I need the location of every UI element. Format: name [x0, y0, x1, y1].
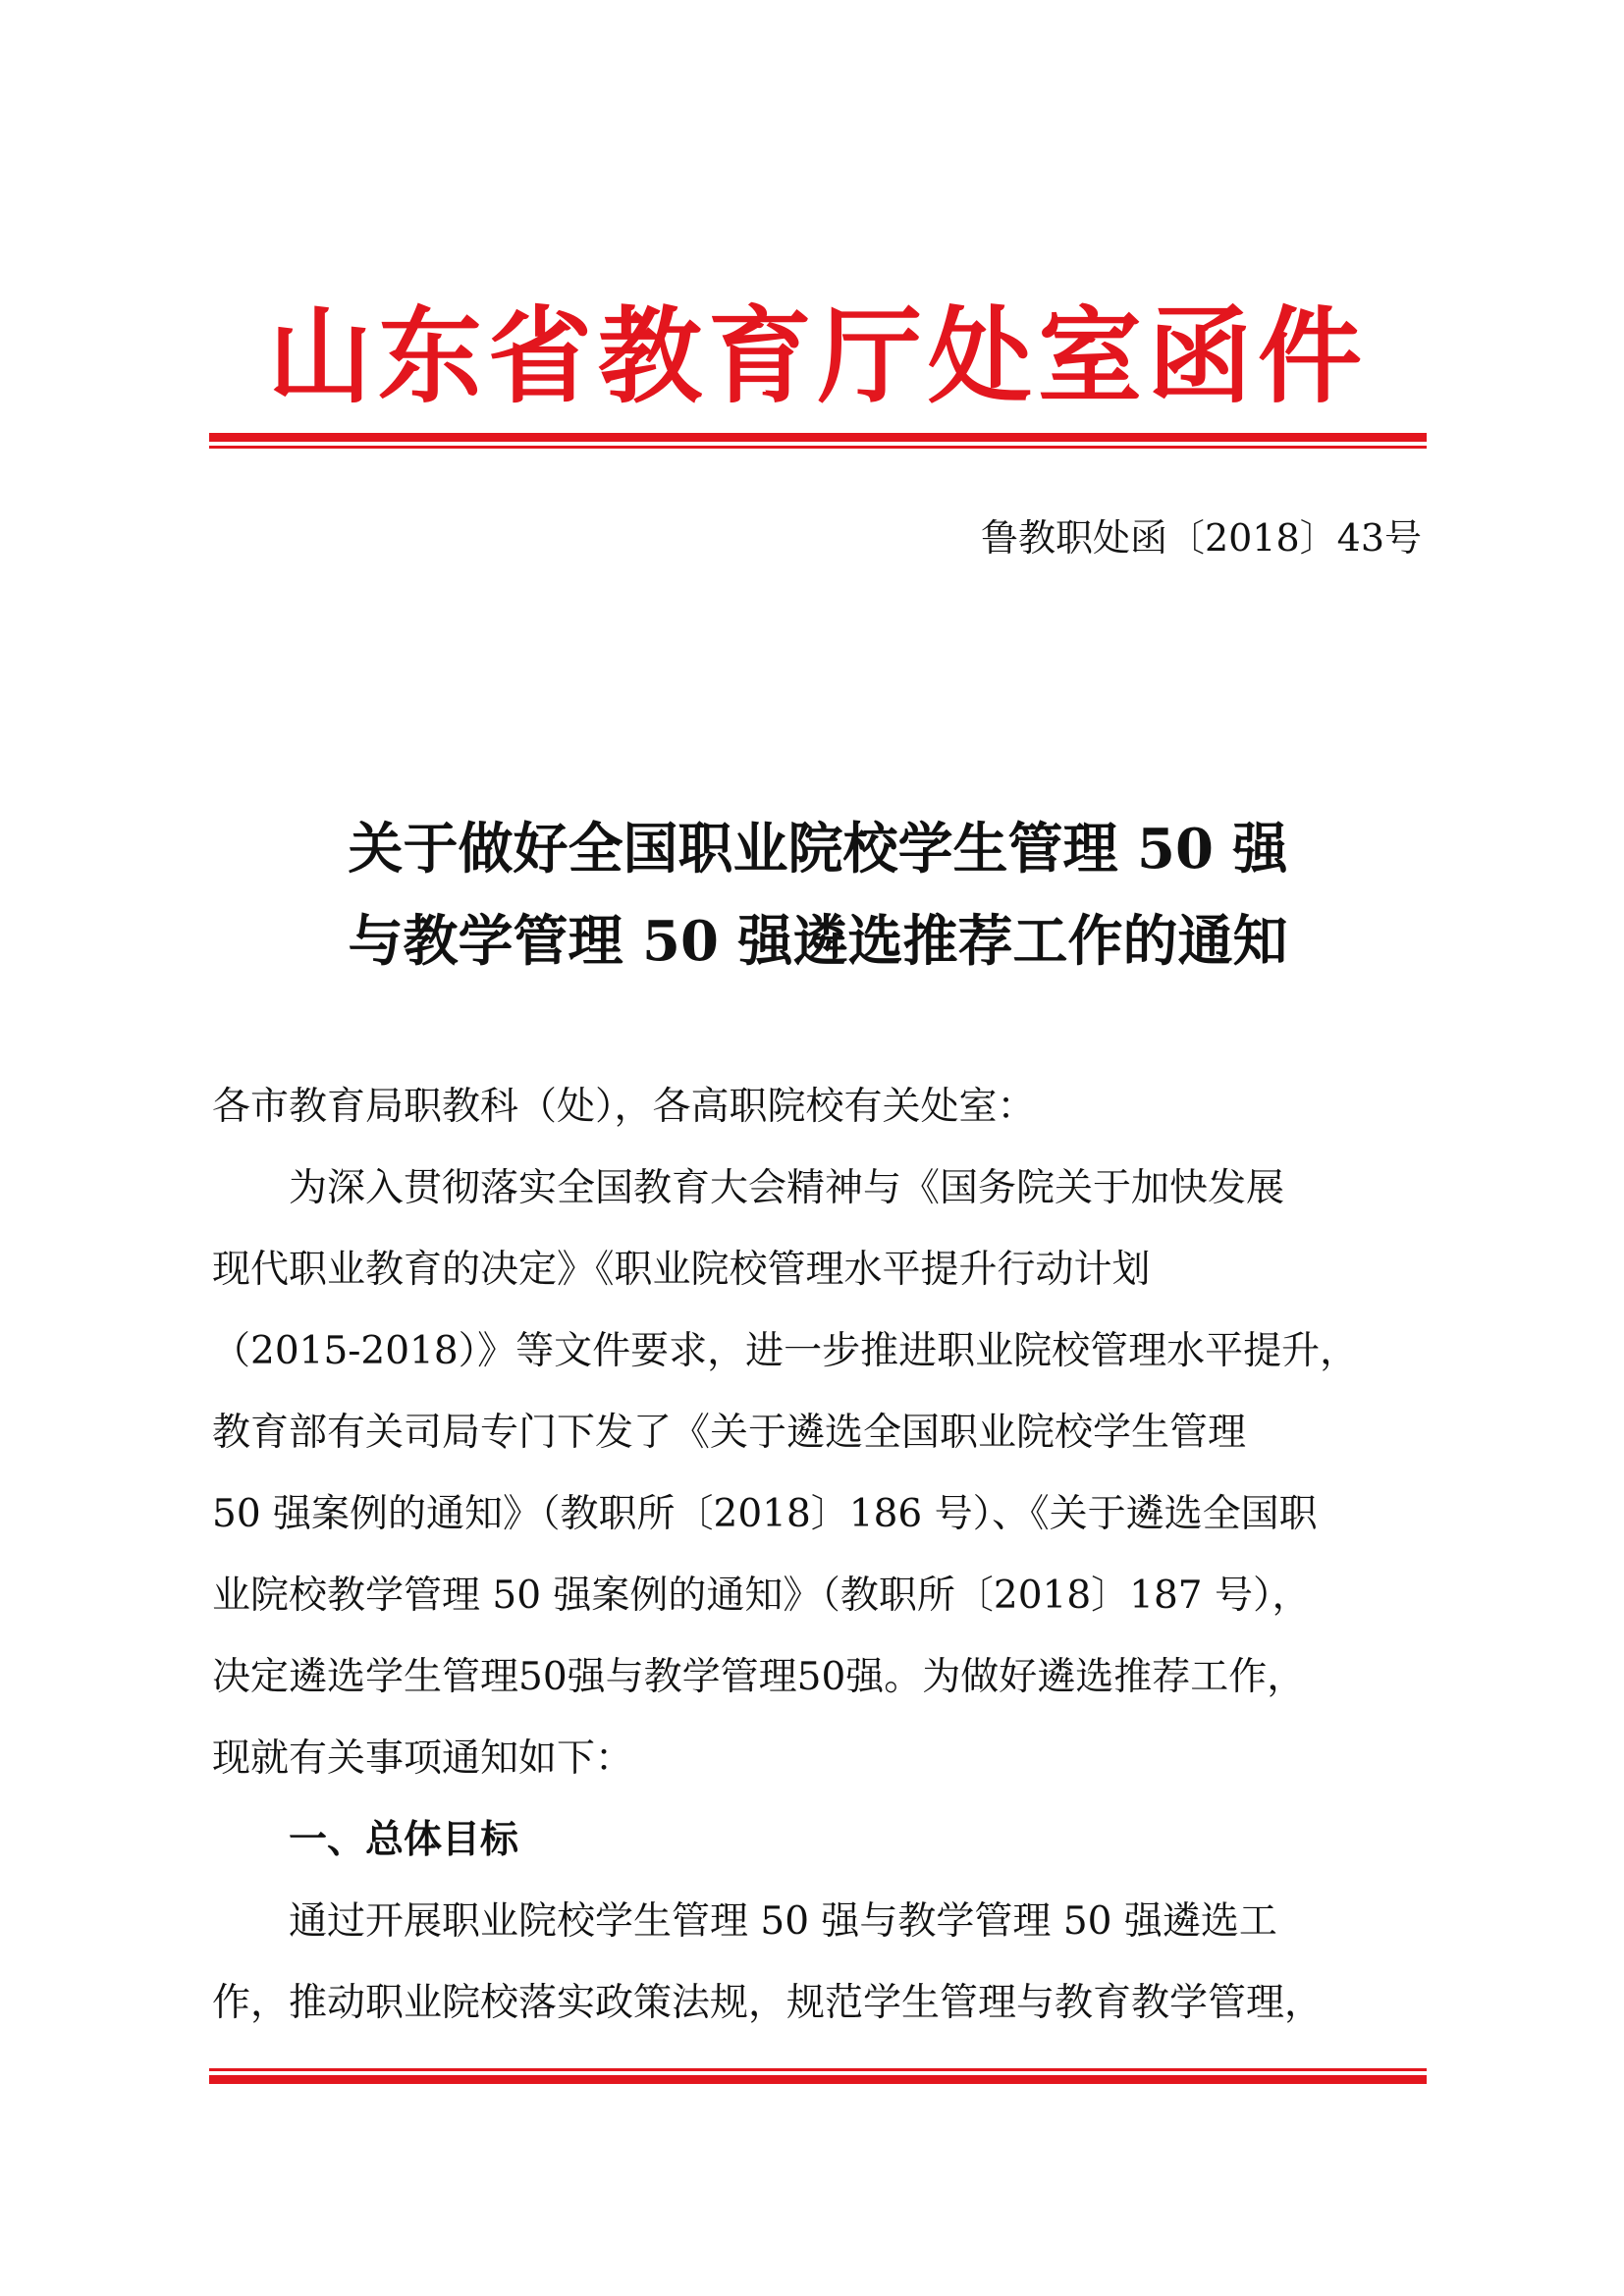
- header-rule-thin: [209, 446, 1427, 449]
- header-title: 山东省教育厅处室函件: [268, 294, 1368, 417]
- paragraph-line: 通过开展职业院校学生管理 50 强与教学管理 50 强遴选工: [212, 1899, 1277, 1944]
- paragraph-line: 为深入贯彻落实全国教育大会精神与《国务院关于加快发展: [212, 1166, 1285, 1210]
- addressee: 各市教育局职教科（处），各高职院校有关处室：: [212, 1085, 1036, 1129]
- paragraph-line: 现就有关事项通知如下：: [212, 1736, 634, 1781]
- paragraph-line: 50 强案例的通知》（教职所〔2018〕186 号）、《关于遴选全国职: [212, 1492, 1318, 1536]
- paragraph-line: 业院校教学管理 50 强案例的通知》（教职所〔2018〕187 号），: [212, 1574, 1311, 1618]
- paragraph-line: 现代职业教育的决定》《职业院校管理水平提升行动计划: [212, 1248, 1151, 1292]
- header-rule-thick: [209, 433, 1427, 442]
- paragraph-line: 作，推动职业院校落实政策法规，规范学生管理与教育教学管理，: [212, 1981, 1324, 2025]
- paragraph-line: （2015-2018）》等文件要求，进一步推进职业院校管理水平提升，: [212, 1329, 1359, 1373]
- section-heading: 一、总体目标: [212, 1818, 519, 1862]
- header-red-rule: [209, 433, 1427, 449]
- footer-red-rule: [209, 2068, 1427, 2084]
- document-title-line: 与教学管理 50 强遴选推荐工作的通知: [348, 909, 1288, 974]
- document-title: [209, 803, 1427, 988]
- paragraph-line: 决定遴选学生管理50强与教学管理50强。为做好遴选推荐工作，: [212, 1655, 1306, 1699]
- footer-rule-thick: [209, 2075, 1427, 2084]
- document-title-line: 关于做好全国职业院校学生管理 50 强: [348, 817, 1288, 881]
- document-number: 鲁教职处函〔2018〕43号: [980, 516, 1422, 560]
- paragraph-line: 教育部有关司局专门下发了《关于遴选全国职业院校学生管理: [212, 1411, 1247, 1455]
- footer-rule-thin: [209, 2068, 1427, 2071]
